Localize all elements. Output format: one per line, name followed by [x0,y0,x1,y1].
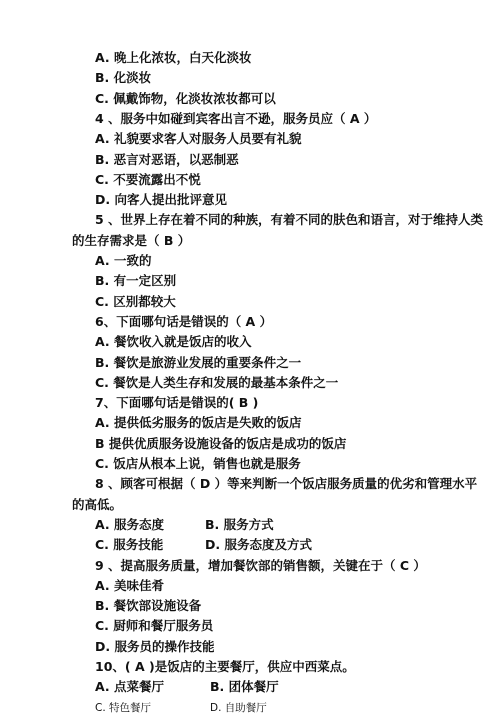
option-line: A. 美味佳肴 [95,577,165,593]
option-line: A. 服务态度 [95,516,165,532]
option-line: C. 厨师和餐厅服务员 [95,618,214,634]
option-line: C. 餐饮是人类生存和发展的最基本条件之一 [95,374,339,390]
option-line: D. 自助餐厅 [210,701,267,714]
option-line: D. 服务员的操作技能 [95,638,215,654]
option-line: A. 晚上化浓妆，白天化淡妆 [95,50,252,65]
option-line: D. 向客人提出批评意见 [95,192,227,208]
option-line: C. 服务技能 [95,537,164,553]
question-line: 5 、世界上存在着不同的种族，有着不同的肤色和语言，对于维持人类 [95,212,484,228]
option-line: A. 提供低劣服务的饭店是失败的饭店 [95,415,302,431]
question-line: 4 、服务中如碰到宾客出言不逊，服务员应（ A ） [95,110,377,126]
question-line-continued: 的生存需求是（ B ） [72,232,191,248]
option-line: C. 饭店从根本上说，销售也就是服务 [95,456,301,471]
option-line: B. 化淡妆 [95,70,152,86]
question-line: 8 、顾客可根据（ D ）等来判断一个饭店服务质量的优劣和管理水平 [95,476,478,492]
option-line: D. 服务态度及方式 [205,537,312,553]
option-line: B. 服务方式 [205,516,274,532]
option-line: B. 餐饮是旅游业发展的重要条件之一 [95,354,302,370]
option-line: B. 有一定区别 [95,273,177,289]
option-line: B. 团体餐厅 [210,679,279,695]
question-line: 10、( A )是饭店的主要餐厅，供应中西菜点。 [95,659,355,674]
question-line-continued: 的高低。 [72,496,123,512]
option-line: B. 恶言对恶语，以恶制恶 [95,151,239,167]
question-line: 7、下面哪句话是错误的( B ) [95,395,259,411]
option-line: A. 餐饮收入就是饭店的收入 [95,334,252,350]
option-line: B 提供优质服务设施设备的饭店是成功的饭店 [95,435,347,451]
option-line: A. 点菜餐厅 [95,679,165,695]
option-line: C. 特色餐厅 [95,701,152,714]
option-line: C. 不要流露出不悦 [95,171,201,187]
option-line: C. 佩戴饰物，化淡妆浓妆都可以 [95,90,276,106]
option-line: A. 一致的 [95,253,152,268]
option-line: C. 区别都较大 [95,293,176,309]
option-line: A. 礼貌要求客人对服务人员要有礼貌 [95,131,302,147]
option-line: B. 餐饮部设施设备 [95,598,202,614]
question-line: 6、下面哪句话是错误的（ A ） [95,313,273,329]
question-line: 9 、提高服务质量，增加餐饮部的销售额，关键在于（ C ） [95,557,426,573]
